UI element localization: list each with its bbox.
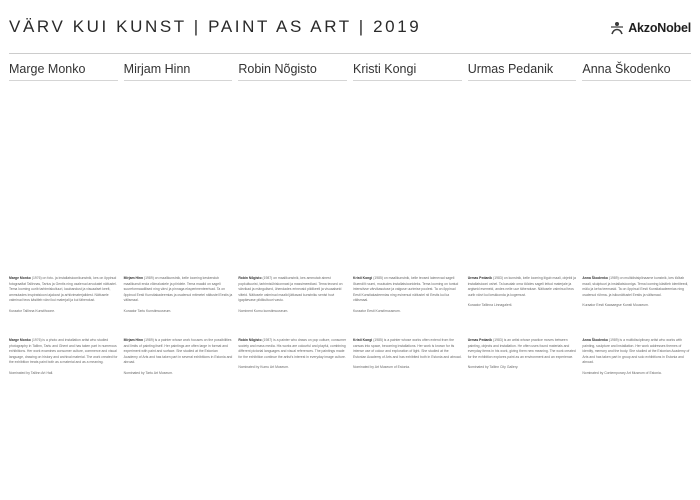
artist-columns — [9, 56, 691, 476]
bio-lead-name: Kristi Kongi — [353, 276, 373, 280]
bio-text: (1976) is a photo and installation artist who studied photography in Tallinn, Tartu and Ghent and has taken part in numerous exhibitions. Her work examines consumer culture, commerce and visual language, drawing on history and archival material. The work created for the exhibition treats paint both as a material and as a meaning. — [9, 338, 118, 365]
bio-credit: Kuraator Tallinna Linnagalerii. — [467, 303, 513, 308]
column-divider — [582, 80, 691, 81]
bio-credit: Nominated by Contemporary Art Museum of Estonia. — [582, 370, 662, 375]
bio-lead-name: Urmas Pedanik — [467, 276, 493, 280]
bio-credit: Nominated by Tallinn Art Hall. — [9, 370, 54, 375]
bio-credit: Nominated by Tallinn City Gallery. — [467, 365, 519, 370]
logo-wordmark: AkzoNobel — [628, 21, 691, 35]
akzonobel-figure-icon — [610, 21, 624, 35]
artist-name: Urmas Pedanik — [467, 62, 554, 76]
bio-lead-name: Robin Nõgisto — [238, 276, 262, 280]
artist-name: Anna Škodenko — [582, 62, 671, 76]
artist-name: Kristi Kongi — [353, 62, 417, 76]
bio-text: (1983) on kunstnik, kelle looming liigub maali, objekti ja installatsiooni vahel. Ta kasutab oma töödes sageli leitud materjale ja argiseid esemeid, andes neile uue tähenduse. Näitusele valminud teos uurib värvi kui keskkonda ja kogemust. — [467, 276, 576, 297]
header-divider — [9, 53, 691, 54]
bio-text: (1989) on multidistsiplinaarne kunstnik, kes töötab maali, skulptuuri ja installatsiooniga. Tema looming käsitleb identiteedi, mälu ja keha teemasid. Ta on õppinud Eesti Kunstiakadeemias ning osalenud rühma- ja isikunäitustel Eestis ja välismaal. — [582, 276, 689, 297]
estonian-bio — [582, 276, 691, 309]
bio-text: (1987) on maalikunstnik, kes ammutab ainest popkultuurist, tarbimisühiskonnast ja massimeediast. Tema teosed on värvikad ja mängulised, ühendades erinevaid pildikeeli ja visuaalseid viiteid. Näitusele valminud maalid jätkavad kunstniku senist huvi igapäevase pildikultuuri vastu. — [238, 276, 343, 303]
artist-column — [582, 56, 691, 476]
column-divider — [124, 80, 233, 81]
column-divider — [353, 80, 462, 81]
artist-column — [238, 56, 347, 476]
bio-text: (1985) is a painter whose works often extend from the canvas into space, becoming installations. Her work is known for its intense use of colour and exploration of light. She studied at the Estonian Academy of Arts and has exhibited both in Estonia and abroad. — [353, 338, 462, 359]
bio-lead-name: Mirjam Hinn — [123, 276, 144, 280]
english-bio — [468, 338, 577, 371]
poster-title: VÄRV KUI KUNST | PAINT AS ART | 2019 — [9, 17, 422, 36]
bio-credit: Kuraator Tallinna Kunstihoone. — [9, 308, 56, 313]
bio-lead-name: Marge Monko — [9, 338, 31, 342]
artist-name: Mirjam Hinn — [123, 62, 191, 76]
bio-credit: Nominated by Tartu Art Museum. — [123, 370, 173, 375]
english-bio — [124, 338, 233, 377]
bio-lead-name: Robin Nõgisto — [238, 338, 262, 342]
estonian-bio — [124, 276, 233, 315]
english-bio — [9, 338, 118, 377]
bio-lead-name: Kristi Kongi — [353, 338, 373, 342]
column-divider — [9, 80, 118, 81]
bio-lead-name: Urmas Pedanik — [467, 338, 493, 342]
column-divider — [238, 80, 347, 81]
bio-text: (1989) is a multidisciplinary artist who works with painting, sculpture and installation. Her work addresses themes of identity, memory and the body. She studied at the Estonian Academy of Arts and has taken part in group and solo exhibitions in Estonia and abroad. — [582, 338, 690, 365]
artist-name: Marge Monko — [9, 62, 86, 76]
bio-credit: Kuraator Eesti Kunstimuuseum. — [353, 308, 401, 313]
bio-text: (1987) is a painter who draws on pop culture, consumer society and mass media. His works are colourful and playful, combining different pictorial languages and visual references. The paintings made for the exhibition continue the artist's interest in everyday image culture. — [238, 338, 347, 359]
bio-credit: Kuraator Eesti Kaasaegse Kunsti Muuseum. — [582, 303, 649, 308]
bio-credit: Nominent Kumu kunstimuuseum. — [238, 308, 289, 313]
bio-lead-name: Anna Škodenko — [582, 276, 608, 280]
english-bio — [353, 338, 462, 371]
bio-credit: Kuraator Tartu Kunstimuuseum. — [123, 308, 172, 313]
bio-text: (1989) on maalikunstnik, kelle looming keskendub maalikunsti enda võimalustele ja piiridele. Tema maalid on sageli suureformaadilised ning värvi ja pinnaga eksperimenteerivad. Ta on õppinud Eesti Kunstiakadeemias ja osalenud mitmetel näitustel Eestis ja välismaal. — [123, 276, 233, 303]
bio-text: (1983) is an artist whose practice moves between painting, objects and installation. He often uses found materials and everyday items in his work, giving them new meaning. The work created for the exhibition explores paint as an environment and an experience. — [467, 338, 576, 359]
bio-credit: Nominated by Kumu Art Museum. — [238, 365, 290, 370]
akzonobel-logo — [610, 19, 691, 37]
artist-column — [9, 56, 118, 476]
estonian-bio — [238, 276, 347, 315]
artist-column — [468, 56, 577, 476]
artist-name: Robin Nõgisto — [238, 62, 317, 76]
bio-lead-name: Marge Monko — [9, 276, 31, 280]
column-divider — [468, 80, 577, 81]
english-bio — [238, 338, 347, 371]
estonian-bio — [9, 276, 118, 315]
poster-header — [9, 17, 691, 43]
bio-credit: Nominated by Art Museum of Estonia. — [353, 365, 410, 370]
bio-text: (1985) on maalikunstnik, kelle teosed laienevad sageli lõuendilt ruumi, muutudes installatsioonideks. Tema looming on tuntud intensiivse värvikasutuse ja valguse uurimise poolest. Ta on õppinud Eesti Kunstiakadeemias ning esinenud näitustel nii Eestis kui ka välismaal. — [353, 276, 459, 303]
artist-column — [353, 56, 462, 476]
bio-text: (1976) on foto- ja installatsioonikunstnik, kes on õppinud fotograafiat Tallinnas, Tartus ja Gentis ning osalenud arvukatel näitustel. Tema looming uurib tarbimiskultuuri, kaubandust ja visuaalset keelt, ammutades inspiratsiooni ajaloost ja arhiivimaterjalidest. Näitusele valminud teos käsitleb värvi kui materjali ja kui tähendust. — [9, 276, 117, 303]
artist-column — [124, 56, 233, 476]
estonian-bio — [468, 276, 577, 309]
bio-lead-name: Mirjam Hinn — [123, 338, 144, 342]
bio-text: (1989) is a painter whose work focuses on the possibilities and limits of painting itself. Her paintings are often large in format and experiment with paint and surface. She studied at the Estonian Academy of Arts and has taken part in several exhibitions in Estonia and abroad. — [123, 338, 233, 365]
bio-lead-name: Anna Škodenko — [582, 338, 608, 342]
english-bio — [582, 338, 691, 377]
estonian-bio — [353, 276, 462, 315]
